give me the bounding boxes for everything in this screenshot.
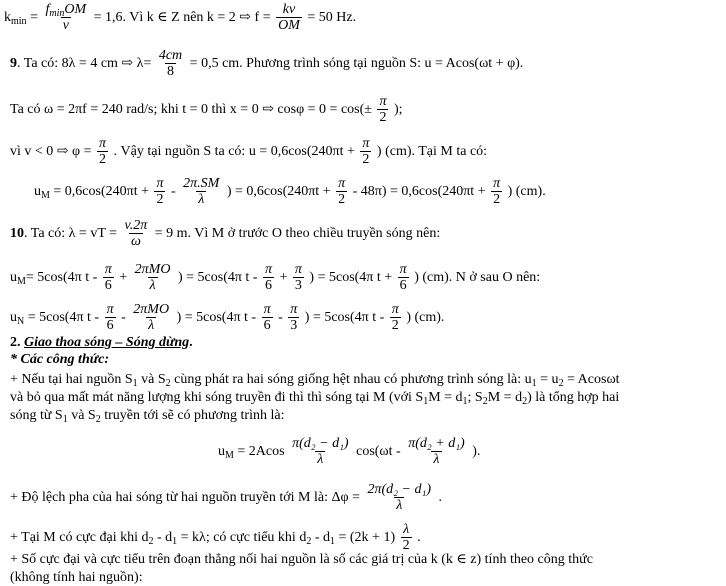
count-extrema-line2: (không tính hai nguồn): bbox=[10, 570, 143, 585]
item-9-line2: Ta có ω = 2πf = 240 rad/s; khi t = 0 thì x = 0 ⇨ cosφ = 0 = cos(± $\frac{\pi}{2}$ ); bbox=[10, 94, 403, 125]
item-10-line3: $u_N = 5\cos(4\pi$ t - $\frac{\pi}{6}$ - 2πMO λ ) = 5cos(4π t - $\frac{\pi}{6}$ - $\frac{\pi}{3}$ ) = 5cos(4π t - $\frac{\pi}{2}$ ) (cm). bbox=[10, 302, 445, 333]
item-10-line1: 10. Ta có: λ = vT = $\frac{v.2\pi}{\omega}$ = 9 m. Vì M ở trước O theo chiều truyền sóng nên: bbox=[10, 218, 441, 249]
count-extrema-line: + Số cực đại và cực tiểu trên đoạn thẳng nối hai nguồn là số các giá trị của k (k ∈ z) tính theo công thức bbox=[10, 552, 593, 567]
para1-line3: sóng từ $S_1$ và $S_2$ truyền tới sẽ có phương trình là: bbox=[10, 408, 285, 425]
max-min-condition-line: + Tại M có cực đại khi $d_2 - d_1 = k\lambda$; có cực tiểu khi $d_2 - d_1 = (2k + 1)$ $\frac{\lambda}{2}$ . bbox=[10, 522, 421, 553]
equation-kmin: $k_{min}$ = $f_{min}OM$ v = 1,6. Vì k ∈ Z nên k = 2 ⇨ f = $\frac{kv}{OM}$ = 50 Hz. bbox=[4, 2, 357, 33]
item-9-line1: 9. Ta có: 8λ = 4 cm ⇨ λ= $\frac{4cm}{8}$ = 0,5 cm. Phương trình sóng tại nguồn S: u = Acos(ωt + φ). bbox=[10, 48, 524, 79]
item-10-line2: $u_M= 5\cos(4\pi$ t - $\frac{\pi}{6}$ + 2πMO λ ) = 5cos(4π t - $\frac{\pi}{6}$ + $\frac{\pi}{3}$ ) = 5cos(4π t + $\frac{\pi}{6}$ ) (cm). N ở sau O nên: bbox=[10, 262, 541, 293]
para1-line2: và bỏ qua mất mát năng lượng khi sóng truyền đi thì thì sóng tại M (với $S_1M = d_1$; $S_2M = d_2$) là tổng hợp hai bbox=[10, 390, 620, 407]
formulas-subheading: * Các công thức: bbox=[10, 352, 109, 367]
para1-line1: + Nếu tại hai nguồn $S_1$ và $S_2$ cùng phát ra hai sóng giống hệt nhau có phương trình sóng là: $u_1 = u_2 = Acos\omega t$ bbox=[10, 372, 620, 389]
item-9-line4: $u_M = 0,6\cos(240\pi t$ + $\frac{\pi}{2}$ - $\frac{2\pi.SM}{\lambda}$ ) = 0,6cos(240πt + $\frac{\pi}{2}$ - 48π) = 0,6cos(240πt + $\frac{\pi}{2}$ ) (cm). bbox=[34, 176, 546, 207]
phase-difference-line: + Độ lệch pha của hai sóng từ hai nguồn truyền tới M là: Δφ = $\frac{\text{2π(d₂ − d₁)}}{\lambda}$ . bbox=[10, 482, 442, 513]
section-heading: 2. Giao thoa sóng – Sóng dừng. bbox=[10, 335, 193, 350]
item-9-line3: vì v < 0 ⇨ φ = $\frac{\pi}{2}$ . Vậy tại nguồn S ta có: u = 0,6cos(240πt + $\frac{\pi}{2}$ ) (cm). Tại M ta có: bbox=[10, 136, 488, 167]
interference-formula: $u_M = 2Acos$ $\frac{\text{π(d₂ − d₁)}}{\lambda}$ cos(ωt - $\frac{\text{π(d₂ + d₁)}}{\lambda}$ ). bbox=[218, 436, 481, 467]
